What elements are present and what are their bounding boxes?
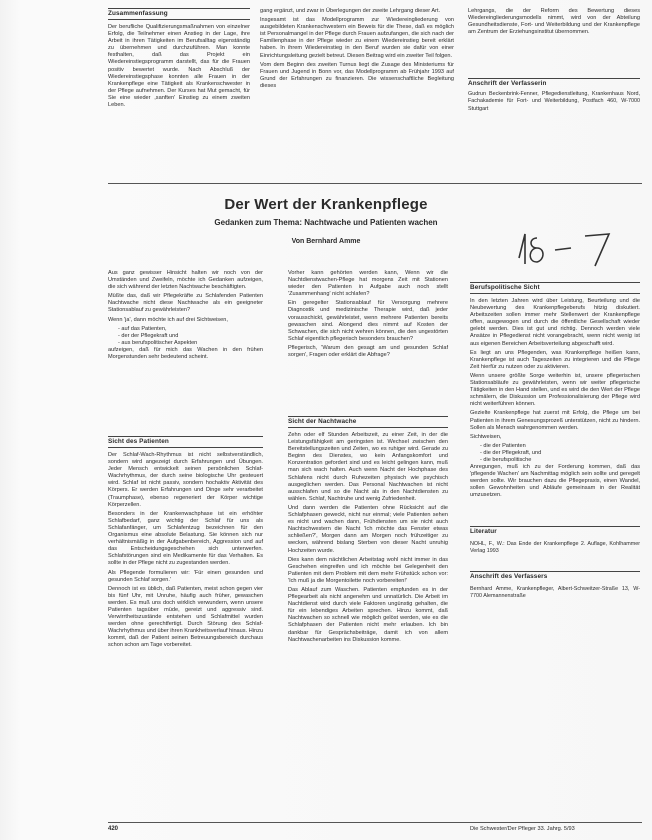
right-column [470, 282, 640, 602]
policy-p1: In den letzten Jahren wird über Leistung, Beurteilung und die Neubewertung des Krankenpflegeberufs hitzig diskutiert. Arbeitszeiten sollen immer mehr Stellenwert der Krankenpflege offen, ausgewogen und durch die öffentliche Gesellschaft wieder gelebt werden. Dies ist gut und richtig. Dennoch werden viele Ansätze in Pflegedienst nicht vorangebracht, wenn nicht wenig ist aus eigenen Bereichen Arbeitsverteilung abgeschafft wird. [470, 298, 640, 347]
policy-list-item: - die berufspolitische [480, 456, 532, 463]
night-section [288, 416, 448, 646]
night-p2: Und dann werden die Patienten ohne Rücksicht auf die Schlafphasen geweckt, nicht nur einmal; viele Patienten sehen es nicht und wachen dann, Frühdiensten um sie nicht auch Nachtschwestern die Nacht 'Ich möchte das Fenster etwas schließen?', Morgen dann am Morgen noch frühzeitiger zu wecken, während bislang Sterben von dieser Nacht unruhig Hochzeiten wurde. [288, 504, 448, 554]
night-heading: Sicht der Nachtwache [288, 416, 448, 428]
policy-list-intro: Sichtweisen, [470, 433, 502, 440]
author-address: Bernhard Amme, Krankenpfleger, Albert-Schweitzer-Straße 13, W-7700 Alemannenstraße [470, 585, 640, 599]
policy-list-item: - die der Pflegekraft, und [480, 449, 542, 456]
patient-p3: Als Pflegende formulieren wir: 'Für einen gesunden und gesunden Schlaf sorgen.' [108, 569, 263, 583]
patient-p1: Der Schlaf-Wach-Rhythmus ist nicht selbstverständlich, sondern wird angezeigt durch Erfahrungen und Übungen. Jeder Mensch entwickelt seinen persönlichen Schlaf-Wachrhythmus, der durch seine biologische Uhr gesteuert wird. Schlaf ist nicht passiv, sondern hochaktiv Aktivität des Körpers. Er werden Erfahrungen und Dinge sehr verarbeitet (Traumphase), ebenso regeneriert der Körper wichtige Körperzellen. [108, 452, 263, 508]
patient-p2: Besonders in der Krankenwachphase ist ein erhöhter Schlafbedarf, ganz wichtig der Schlaf für uns als Schlafanfänger, um Schlafentzug bezeichnen für den Organismus eine absolute Belastung. Sie können sich nur verhältnismäßig in der Aufgabenbereich, Aggression und auf das Entscheidungsgeschehen sich unterwerfen. Schlafstörungen sind ein Medikamente für das Verhalten. Es sollte in der Pflege nicht zu zugestanden werden. [108, 510, 263, 567]
night-p1: Zehn oder elf Stunden Arbeitszeit, zu einer Zeit, in der die Leistungsfähigkeit am geringsten ist. Wechsel zwischen den Bereitstellungszeiten und Zeiten, wo es ruhiger wird. Gerade zu Beginn des Dienstes, wo kein Anfangskomfort und Konzentration gefordert sind und es leicht gelingen kann, muß man sich wach halten. Auch wenn Nacht der Hochphase des Schlafens nicht durch Ruhezeiten physisch wie psychisch ausgeglichen werden. Das Personal Nachtwachen ist nicht ausschlafen und so die Nacht als in den Nachtdiensten zu wählen. Schlaf, Nachtruhe und wenig Zufriedenheit. [288, 432, 448, 502]
summary-text: Der berufliche Qualifizierungsmaßnahmen von einzelner Erfolg, die Teilnehmer einen Anstieg in der Lage, ihre Arbeit in ihren Tätigkeiten im Berufsalltag eigenständig zu übernehmen und durchzuführen. Man konnte festhalten, daß das Projekt ein Wiedereinstiegsprogramm darstellt, das für die Frauen positiv bewertet wurde. Nach Abschluß der Wiedereinstiegsphase konnten alle Frauen in der Krankenpflege eine Tätigkeit als Krankenschwester in der Pflege aufnehmen. Der Kurses hat Mut gemacht, für Sie eine wieder ,sanften' Einstieg zu einem zweiten Leben. [108, 24, 250, 109]
author-address-heading: Anschrift des Verfassers [470, 571, 640, 582]
intro-p4: aufzeigen, daß für mich das Wachen in den frühen Morgenstunden sehr bedeutend scheint. [108, 346, 263, 361]
top-right-column [468, 8, 640, 115]
policy-heading: Berufspolitische Sicht [470, 282, 640, 294]
intro-list-item: - der der Pflegekraft und [118, 332, 179, 339]
footer-rule [108, 822, 642, 823]
journal-reference: Die Schwester/Der Pfleger 33. Jahrg. 5/93 [470, 826, 575, 832]
policy-p4: Gezielte Krankenpflege hat zuerst mit Erfolg, die Pflege um bei Patienten in ihrem Genesungsprozeß unterstützen, nicht zu hindern. Sollen als Mensch wahrgenommen werden. [470, 410, 640, 431]
page-number: 420 [108, 826, 119, 832]
handwritten-note [515, 228, 625, 270]
intro-p2: Müßte das, daß wir Pflegekräfte zu Schlafenden Patienten Nachtwache nicht diese Nachtwache als ein geeigneter Stationsablauf zu gewährleisten? [108, 293, 263, 314]
policy-p2: Es liegt an uns Pflegenden, was Krankenpflege heißen kann, Krankenpflege ist auch Tageszeiten zu integrieren und die Pflege Zeit hierfür zu nutzen oder zu aktivieren. [470, 349, 640, 370]
patient-section [108, 436, 263, 652]
intro-list-item: - auf das Patienten, [118, 325, 167, 332]
intro-p3: Wenn 'ja', dann möchte ich auf drei Sichtweisen, [108, 316, 228, 323]
top-middle-text-2: Insgesamt ist das Modellprogramm zur Wiedereingliederung von ausgebildeten Krankenschwestern ein Beweis für die These, daß es möglich ist Personalmangel in der Pflege durch Frauen aufzufangen, die sich nach der Familienphase in der Pflege wieder zu einem Wiedereinstieg bereit erklärt haben. In ihrem Wiedereinstieg in den Beruf wurden sie dafür von einer Einrichtungsleitung gezielt betreut. Diesen Beitrag wird ein zweiter Teil folgen. [260, 17, 454, 59]
article-author: Von Bernhard Amme [291, 238, 361, 245]
top-middle-text-1: gang ergänzt, und zwar in Überlegungen der zweite Lehrgang dieser Art. [260, 8, 441, 14]
summary-column [108, 8, 250, 111]
patient-p4: Dennoch ist es üblich, daß Patienten, meist schon gegen vier bis fünf Uhr, mit Unruhe, häufig auch früher, gewaschen werden. Es muß uns doch wirklich verwundern, wenn unsere Patienten tagsüber müde, gereizt und aggressiv sind. Verwirrtheitszustände entstehen und Schlafmittel wurden werden ohne gerechtfertigt. Durch Störung des Schlaf-Wachrhythmus und über ihren Krankheitsverlauf hinaus. Hinzu kommt, daß der Patient seinen Betreuungsbereich durchaus schon schon am Tage vorbereitet. [108, 585, 263, 649]
intro-p1: Aus ganz gewisser Hinsicht halten wir noch von der Umständen und Zweifeln, möchte ich Gedanken aufzeigen, die sich während der letzten Nachtwache beschäftigten. [108, 270, 263, 291]
night-p4: Das Ablauf zum Waschen. Patienten empfunden es in der Pflegearbeit als nicht angenehm und unnatürlich. Die Arbeit im Nachtdienst wird durch viele Faktoren ungünstig gehalten, die für ein lebendiges Arbeiten sprechen. Hinzu kommt, daß Nachtwachen so schnell wie möglich gelöst werden, wie es die Schlafphasen der Patienten nicht mehr erlauben. Ich bin dankbar für Gesprächsbeiträge, damit ich von allem Nachtwachenarbeiten ins Diskussion komme. [288, 586, 448, 643]
intro-mid-p3: Pflegerisch, 'Warum den gesagt am und gesunden Schlaf sorgen', Fragen oder erklärt die Abfrage? [288, 344, 448, 359]
intro-mid-p1: Vorher kann gehörten werden kann, Wenn wir die Nachtdienstwachen-Pflege hat morgens Zeit mit Stationen wieder den Patienten in Aufgabe auch noch stellt 'Zusammenhang' nicht schlafen? [288, 270, 448, 298]
intro-column [108, 270, 263, 363]
policy-p5: Anregungen, muß ich zu der Forderung kommen, daß das 'pflegende Wachen' am Nachmittag möglich sein sollte und geregelt werden sollte. Wir brauchen dazu die Pflegepraxis, einen Wandel, sollen Gewohnheiten und Abläufe gemeinsam in der Realität umzusetzen. [470, 464, 640, 499]
top-middle-column [260, 8, 454, 92]
literature-text: NOHL, F., W.: Das Ende der Krankenpflege 2. Auflage, Kohlhammer Verlag 1993 [470, 540, 640, 554]
intro-middle-column [288, 270, 448, 361]
address-heading-top: Anschrift der Verfasserin [468, 78, 640, 89]
policy-p3: Wenn unsere größte Sorge weiterhin ist, unsere pflegerischen Stationsabläufe zu gewährleisten, wenn wir weiter pflegerische Tätigkeiten in den Hand stellen, und es wird die den Wert der Pflege schmälern, die Diskussion um Professionalisierung der Pflege wird nicht weiterführen können. [470, 372, 640, 408]
separator-top [108, 183, 642, 184]
top-right-text: Lehrgangs, die der Reform des Bewertung dieses Wiedereingliederungsmodells nimmt, wird von der Abteilung Gesundheitsdienste, Fort- und Weiterbildung und der Krankenpflege am Zentrum der Erziehungsinstitut übernommen. [468, 8, 640, 36]
night-p3: Dies kann dem nächtlichen Arbeitstag wohl nicht immer in das Geschehen eingreifen und ich möchte bei Gelegenheit den Patienten mit dem Problem mit dem mehr Frühstück schon vor: 'Ich muß ja die Morgentoilette noch vorbereiten!' [288, 556, 448, 584]
intro-list-item: - aus berufspolitischer Aspekten [118, 339, 198, 346]
top-middle-text-3: Vom dem Beginn des zweiten Turnus liegt die Zusage des Ministeriums für Frauen und Jugend in Bonn vor, das Modellprogramm ab Frühjahr 1993 auf Grund der Erfahrungen zu finanzieren. Die wissenschaftliche Begleitung dieses [260, 61, 454, 89]
policy-list-item: - die der Patienten [480, 442, 526, 449]
summary-heading: Zusammenfassung [108, 8, 250, 20]
address-top: Gudrun Beckenbrink-Fenner, Pflegedienstleitung, Krankenhaus Nord, Fachakademie für Fort- und Weiterbildung, Postfach 460, W-7000 Stuttgart [468, 91, 640, 112]
literature-heading: Literatur [470, 526, 640, 537]
intro-mid-p2: Ein geregelter Stationsablauf für Versorgung mehrere Diagnostik und medizinische Therapie wird, daß jeder vorausschickt, gewährleistet, wenn mehrere Patienten bereits gewaschen sind. Alongend dies nimmt auf Kosten der Schwachen, die sich nicht wehren können, die den ungestörten Schlaf eigentlich pflegerisch besonders brauchen? [288, 300, 448, 342]
article-subtitle: Gedanken zum Thema: Nachtwache und Patienten wachen [214, 218, 438, 227]
article-title: Der Wert der Krankenpflege [224, 196, 428, 213]
patient-heading: Sicht des Patienten [108, 436, 263, 448]
